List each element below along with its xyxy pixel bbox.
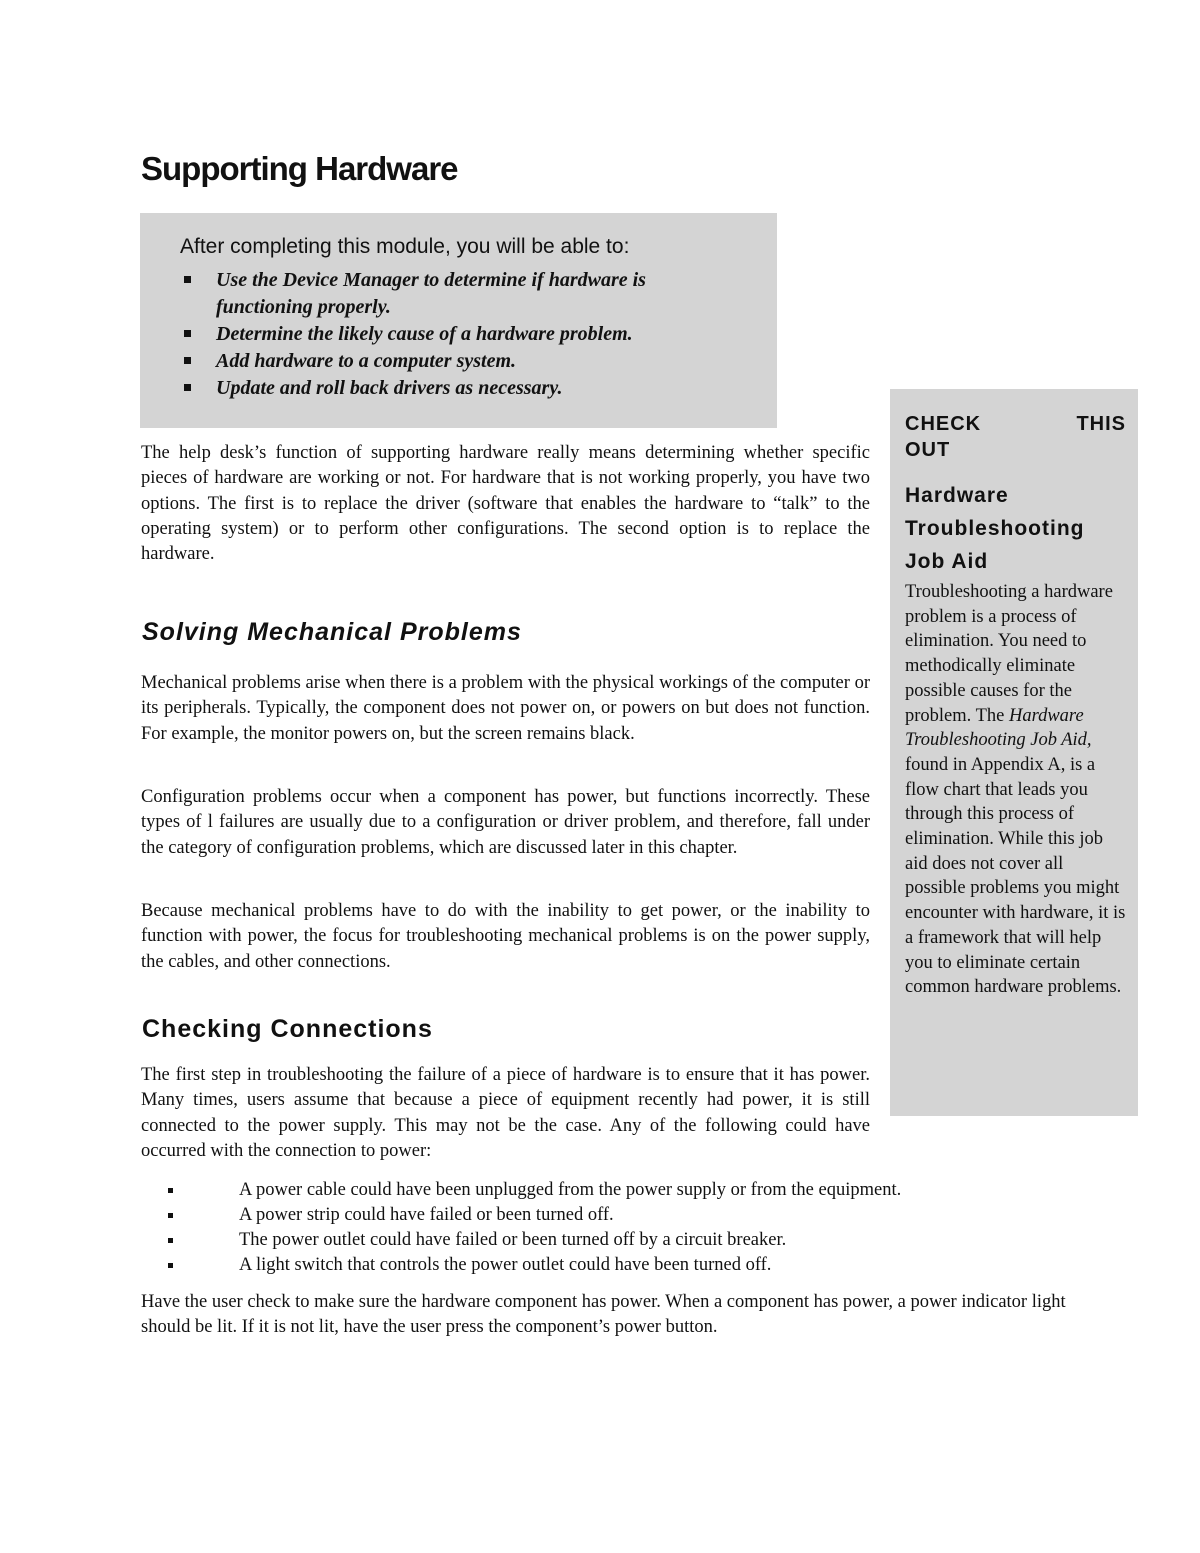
objective-item: Add hardware to a computer system. <box>180 348 747 375</box>
sidebar-body-text: Troubleshooting a hardware problem is a process of elimination. You need to methodically eliminate possible causes for the problem. The <box>905 582 1113 726</box>
sidebar-title: Hardware Troubleshooting Job Aid <box>905 484 1085 573</box>
mechanical-heading: Solving Mechanical Problems <box>142 618 522 646</box>
connections-paragraph: The first step in troubleshooting the failure of a piece of hardware is to ensure that it has power. Many times, users assume that because a piece of equipment recently had power, it is still connected to the power supply. This may not be the case. Any of the following could have occurred with the connection to power: <box>141 1065 870 1161</box>
list-item: A power cable could have been unplugged from the power supply or from the equipment. <box>141 1178 1101 1203</box>
check-this-out-sidebar <box>890 389 1138 1116</box>
connections-heading: Checking Connections <box>142 1015 433 1043</box>
mechanical-paragraph: Because mechanical problems have to do with the inability to get power, or the inability to function with power, the focus for troubleshooting mechanical problems is on the power supply, the cables, and other connections. <box>141 901 870 972</box>
mechanical-paragraph: Mechanical problems arise when there is a problem with the physical workings of the computer or its peripherals. Typically, the component does not power on, or powers on but does not function. For example, the monitor powers on, but the screen remains black. <box>141 673 870 744</box>
sidebar-label-word: CHECK <box>905 413 982 435</box>
sidebar-label-word: OUT <box>905 439 951 461</box>
sidebar-body <box>905 580 1126 1000</box>
page-title: Supporting Hardware <box>141 150 458 187</box>
sidebar-body-text: found in Appendix A, is a flow chart that leads you through this process of elimination. While this job aid does not cover all possible problems you might encounter with hardware, it is a framework that will help you to eliminate certain common hardware problems. <box>905 754 1126 998</box>
intro-paragraph: The help desk’s function of supporting hardware really means determining whether specific pieces of hardware are working or not. For hardware that is not working properly, you have two options. The first is to replace the driver (software that enables the hardware to “talk” to the operating system) or to perform other configurations. The second option is to replace the hardware. <box>141 443 870 565</box>
objective-item: Use the Device Manager to determine if hardware is functioning properly. <box>180 267 747 321</box>
objectives-list <box>180 267 747 402</box>
sidebar-label-word: THIS <box>1076 413 1126 435</box>
objective-item: Determine the likely cause of a hardware problem. <box>180 321 747 348</box>
closing-paragraph: Have the user check to make sure the hardware component has power. When a component has power, a power indicator light should be lit. If it is not lit, have the user press the component’s power button. <box>141 1292 1066 1338</box>
objectives-heading: After completing this module, you will be able to: <box>180 235 630 258</box>
list-item: A power strip could have failed or been turned off. <box>141 1203 1101 1228</box>
objective-item: Update and roll back drivers as necessary. <box>180 375 747 402</box>
list-item: The power outlet could have failed or been turned off by a circuit breaker. <box>141 1228 1101 1253</box>
list-item: A light switch that controls the power outlet could have been turned off. <box>141 1253 1101 1278</box>
objectives-box <box>140 213 777 428</box>
mechanical-paragraph: Configuration problems occur when a component has power, but functions incorrectly. These types of l failures are usually due to a configuration or driver problem, and therefore, fall under the category of configuration problems, which are discussed later in this chapter. <box>141 787 870 858</box>
sidebar-label <box>905 411 1126 437</box>
connections-bullet-list <box>141 1178 1101 1278</box>
sidebar-body-reference: Hardware Troubleshooting Job Aid, <box>905 705 1092 751</box>
